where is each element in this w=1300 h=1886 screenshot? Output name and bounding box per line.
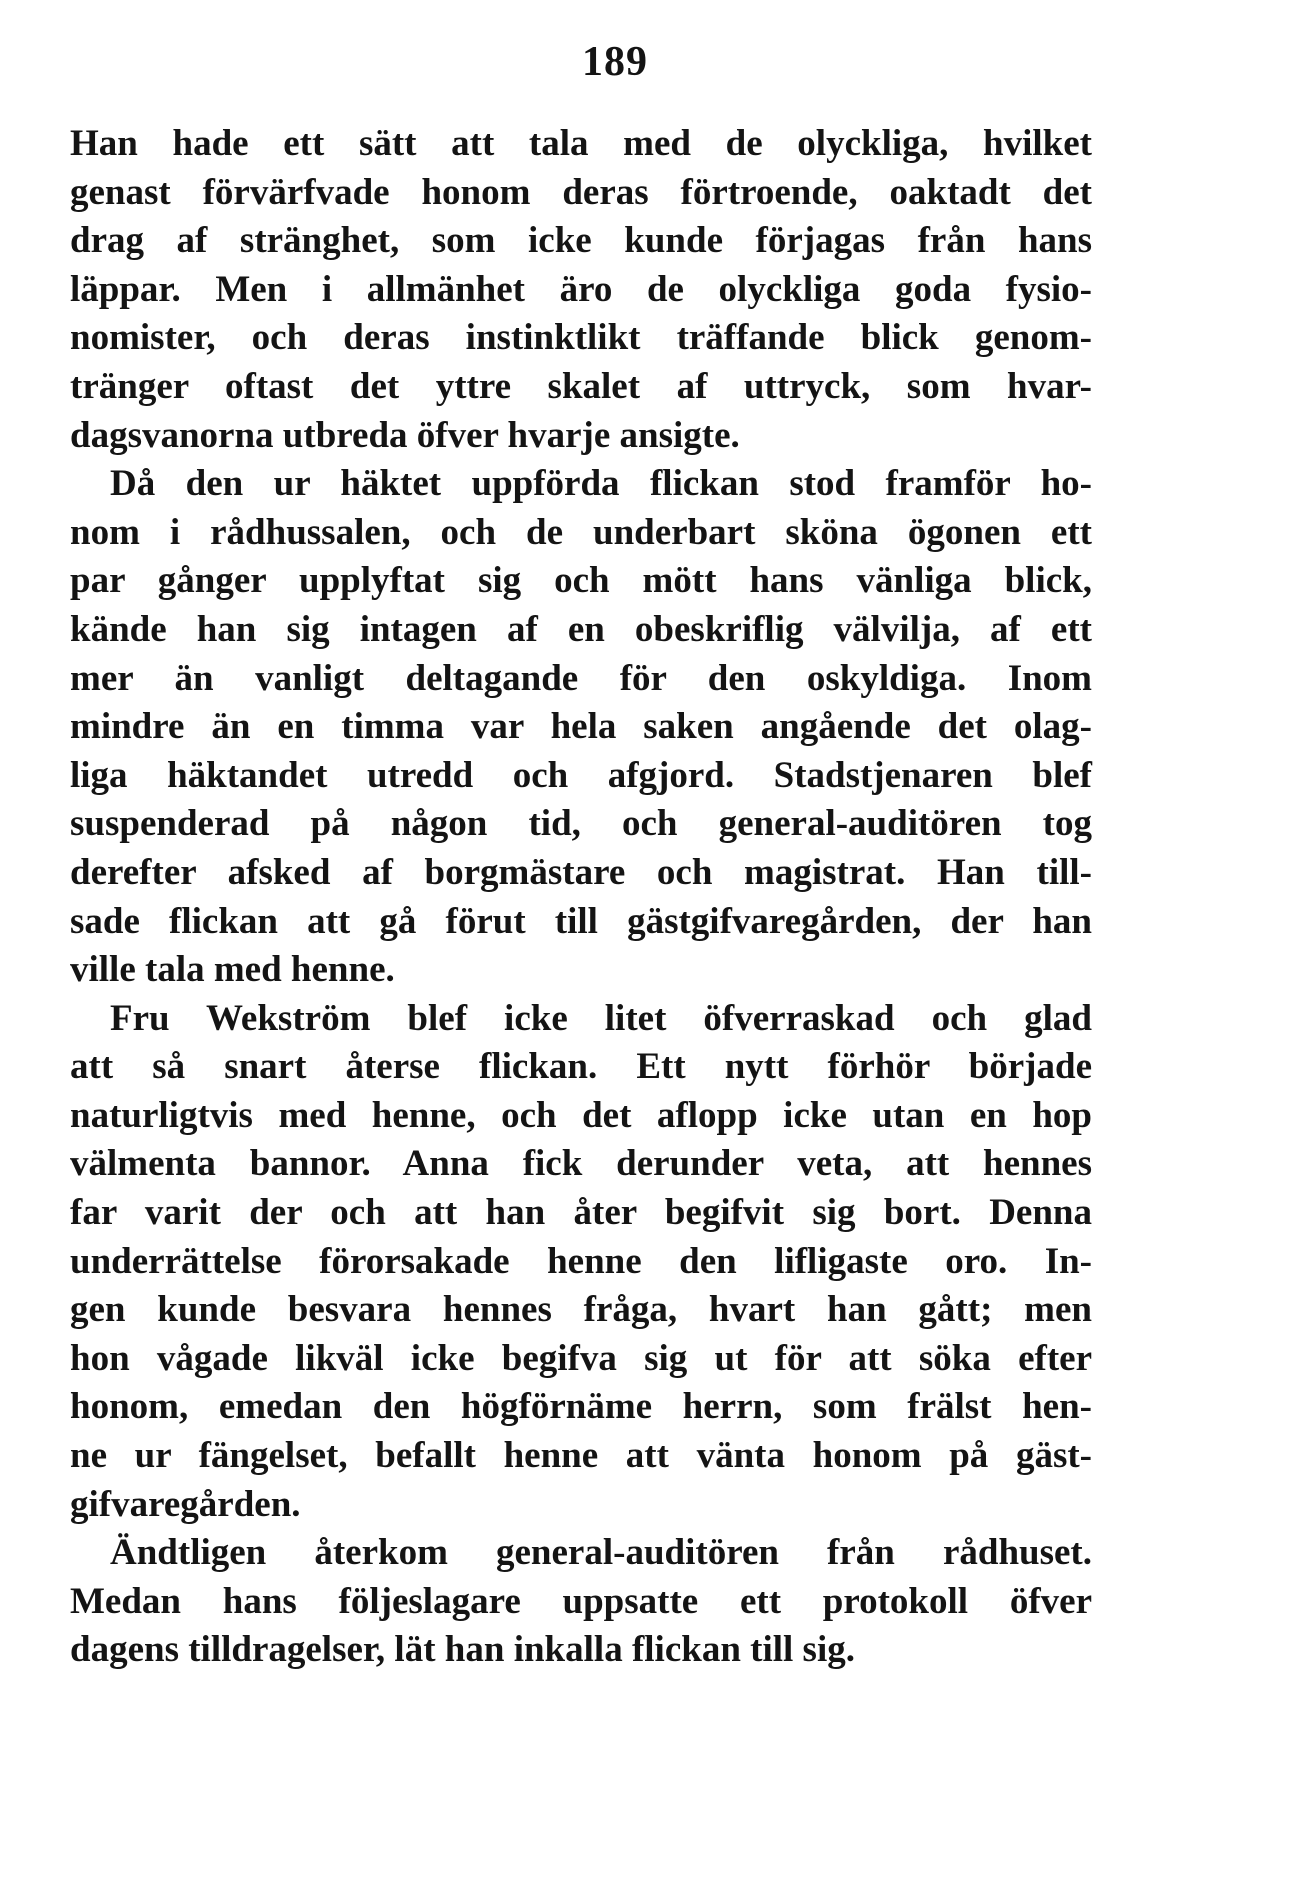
text-line: mer än vanligt deltagande för den oskyldiga. Inom	[70, 657, 1092, 699]
text-line: nom i rådhussalen, och de underbart sköna ögonen ett	[70, 511, 1092, 553]
text-line: derefter afsked af borgmästare och magistrat. Han till-	[70, 851, 1092, 893]
text-line: ne ur fängelset, befallt henne att vänta honom på gäst-	[70, 1435, 1092, 1477]
text-line: suspenderad på någon tid, och general-auditören tog	[70, 803, 1092, 845]
text-line: Fru Wekström blef icke litet öfverraskad och glad	[110, 997, 1092, 1039]
text-line: Ändtligen återkom general-auditören från rådhuset.	[110, 1532, 1092, 1574]
text-line: mindre än en timma var hela saken angående det olag-	[70, 706, 1092, 748]
text-line: par gånger upplyftat sig och mött hans vänliga blick,	[70, 560, 1092, 602]
paragraph	[70, 120, 1092, 460]
text-line: Då den ur häktet uppförda flickan stod framför ho-	[110, 463, 1092, 505]
text-line: drag af stränghet, som icke kunde förjagas från hans	[70, 220, 1092, 262]
text-line: hon vågade likväl icke begifva sig ut för att söka efter	[70, 1337, 1092, 1379]
text-line: sade flickan att gå förut till gästgifvaregården, der han	[70, 900, 1092, 942]
text-line: tränger oftast det yttre skalet af uttryck, som hvar-	[70, 365, 1092, 407]
text-line: läppar. Men i allmänhet äro de olyckliga goda fysio-	[70, 268, 1092, 310]
paragraph	[70, 995, 1092, 1530]
text-line: kände han sig intagen af en obeskriflig välvilja, af ett	[70, 608, 1092, 650]
text-line: att så snart återse flickan. Ett nytt förhör började	[70, 1046, 1092, 1088]
text-line: liga häktandet utredd och afgjord. Stadstjenaren blef	[70, 754, 1092, 796]
text-line: Han hade ett sätt att tala med de olyckliga, hvilket	[70, 123, 1092, 164]
text-line: välmenta bannor. Anna fick derunder veta, att hennes	[70, 1143, 1092, 1185]
text-line: naturligtvis med henne, och det aflopp icke utan en hop	[70, 1094, 1092, 1136]
text-line: ville tala med henne.	[70, 949, 395, 991]
text-line: Medan hans följeslagare uppsatte ett protokoll öfver	[70, 1580, 1092, 1622]
text-line: dagsvanorna utbreda öfver hvarje ansigte.	[70, 414, 740, 456]
text-line: dagens tilldragelser, lät han inkalla flickan till sig.	[70, 1629, 855, 1671]
text-line: gen kunde besvara hennes fråga, hvart han gått; men	[70, 1289, 1092, 1331]
page-number: 189	[582, 39, 648, 85]
text-line: honom, emedan den högförnäme herrn, som frälst hen-	[70, 1386, 1092, 1428]
paragraph	[70, 460, 1092, 995]
paragraph	[70, 1529, 1092, 1675]
text-line: nomister, och deras instinktlikt träffande blick genom-	[70, 317, 1092, 359]
text-line: far varit der och att han åter begifvit sig bort. Denna	[70, 1192, 1092, 1234]
text-line: gifvaregården.	[70, 1483, 301, 1525]
body-text	[70, 120, 1092, 1675]
text-line: genast förvärfvade honom deras förtroende, oaktadt det	[70, 171, 1092, 213]
text-line: underrättelse förorsakade henne den lifligaste oro. In-	[70, 1240, 1092, 1282]
